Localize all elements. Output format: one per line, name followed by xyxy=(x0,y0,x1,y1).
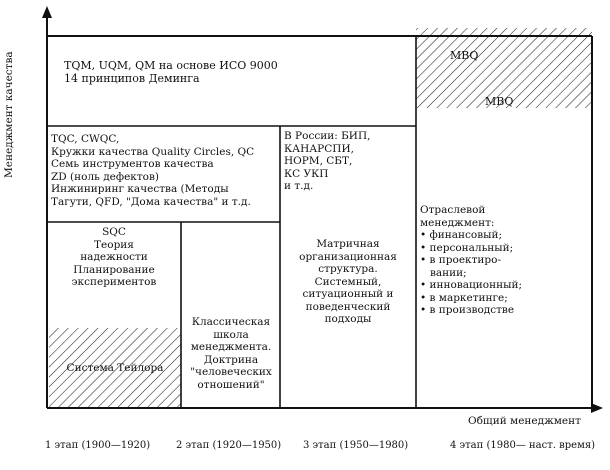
sqc-block-text: SQC Теория надежности Планирование экспериментов xyxy=(71,226,157,288)
era-3-label: 3 этап (1950—1980) xyxy=(303,440,409,451)
y-axis-arrow-icon xyxy=(42,6,52,18)
y-axis-label: Менеджмент качества xyxy=(3,51,15,178)
era-2-label: 2 этап (1920—1950) xyxy=(176,440,282,451)
russia-block-text: В России: БИП, КАНАРСПИ, НОРМ, СБТ, КС УКП и т.д. xyxy=(284,130,371,192)
matrix-block-text: Матричная организационная структура. Системный, ситуационный и поведенческий подходы xyxy=(299,238,397,325)
era-4-label: 4 этап (1980— наст. время) xyxy=(450,440,596,451)
mbq-mid-label: MBQ xyxy=(485,95,514,108)
x-axis-arrow-icon xyxy=(591,403,603,413)
classic-school-text: Классическая школа менеджмента. Доктрина "человеческих отношений" xyxy=(190,316,272,391)
mbq-top-label: MBQ xyxy=(450,49,479,62)
branch-management-text: Отраслевой менеджмент: • финансовый; • персональный; • в проектиро- вании; • инновационный; • в маркетинге; • в производстве xyxy=(420,204,522,316)
x-axis-label: Общий менеджмент xyxy=(468,415,581,427)
taylor-system-text: Система Тейлора xyxy=(66,362,164,374)
tqc-block-text: TQC, CWQC, Кружки качества Quality Circles, QC Семь инструментов качества ZD (ноль дефектов) Инжиниринг качества (Методы Тагути, QFD, "Дома качества" и т.д. xyxy=(51,133,255,208)
era-1-label: 1 этап (1900—1920) xyxy=(45,440,151,451)
tqm-block-text: TQM, UQM, QM на основе ИСО 9000 14 принципов Деминга xyxy=(64,59,278,85)
